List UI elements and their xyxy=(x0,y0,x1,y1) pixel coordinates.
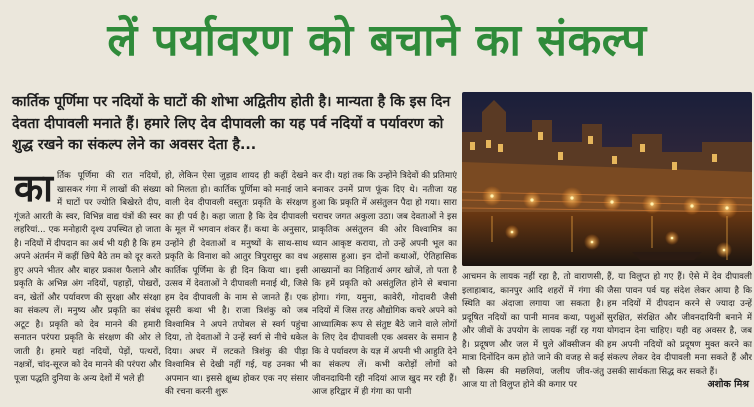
column-5-text: हैं, या विलुप्त हो गए हैं। ऐसे में देव दीपावली जैसा पावन पर्व यह संदेश लेकर आया है कि हम नदियों में दीपदान करने से ज्यादा उन्हें सुरक्षित, संरक्षित और जीवनदायिनी बनाने में योगदान देना चाहिए। यही वह अवसर है, जब हम अपनी नदियों को प्रदूषण मुक्त करने का संकल्प लेकर देव दीपावली मना सकते हैं और उसकी सार्थकता सिद्ध कर सकते हैं। xyxy=(607,272,752,377)
headline: लें पर्यावरण को बचाने का संकल्प xyxy=(107,15,647,66)
article-column-4 xyxy=(462,271,604,405)
column-4-text: आचमन के लायक नहीं रहा है, तो वाराणसी, इलाहाबाद, कानपुर आदि शहरों में गंगा की स्थिति का अंदाजा लगाया जा सकता है। प्रदूषित नदियों का पानी मानव कथा, पशुओं और जीवों के उपयोग के लायक नहीं रह गया है। प्रदूषण और जल में घुले ऑक्सीजन की मात्रा दिनोंदिन कम होते जाने की वजह से कई सौ किस्म की मछलियां, जलीय जीव-जंतु आज या तो विलुप्त होने की कगार पर xyxy=(462,272,604,390)
article-column-2 xyxy=(165,170,308,405)
author-byline: अशोक मिश्र xyxy=(707,379,749,390)
drop-cap: का xyxy=(14,170,54,210)
lead-blurb: कार्तिक पूर्णिमा पर नदियों के घाटों की शोभा अद्वितीय होती है। मान्यता है कि इस दिन देवता दीपावली मनाते हैं। हमारे लिए देव दीपावली का यह पर्व नदियों व पर्यावरण को शुद्ध रखने का संकल्प लेने का अवसर देता है... xyxy=(12,94,451,153)
column-3-text: कर दी। यहां तक कि उन्होंने त्रिदेवों की प्रतिमाएं बनाकर उनमें प्राण फूंक दिए थे। नतीजा यह हुआ कि प्रकृति में असंतुलन पैदा हो गया। सारा चराचर जगत अकुला उठा। जब देवताओं ने इस प्राकृतिक असंतुलन की ओर विश्वामित्र का ध्यान आकृष्ट कराया, तो उन्हें अपनी भूल का अहसास हुआ। इन दोनों कथाओं, ऐतिहासिक आख्यानों का निहितार्थ अगर खोजें, तो पता है कि हमें प्रकृति को असंतुलित होने से बचाना होगा। गंगा, यमुना, कावेरी, गोदावरी जैसी नदियों में जिस तरह औद्योगिक कचरे अपने को आध्यात्मिक रूप से संतुष्ट बैठे जाने वाले लोगों के लिए देव दीपावली एक अवसर के समान है कि वे पर्यावरण के यज्ञ में अपनी भी आहुति देने का संकल्प लें। कभी करोड़ों लोगों को जीवनदायिनी रही नदियां आज खुद मर रही हैं। आज हरिद्वार में ही गंगा का पानी xyxy=(312,171,457,397)
column-1-text: र्तिक पूर्णिमा की रात नदियों, खासकर गंगा में लाखों की संख्या में घाटों पर ज्योति बिखेरते दीप, गूंजते आरती के स्वर, विभिन्न वाद्य यंत्रों की स्वर लहरियां... एक मनोहारी दृश्य उपस्थित हो जाता है। नदियों में दीपदान का अर्थ भी यही है कि हम अपने अंतर्मन में कहीं छिपे बैठे तम को दूर करते हुए अपने भीतर और बाहर प्रकाश फैलाने और प्रकृति के अभिन्न अंग नदियों, पहाड़ों, पोखरों, वन, खेतों और पर्यावरण की सुरक्षा और संरक्षा का संकल्प लें। मनुष्य और प्रकृति का संबंध अटूट है। प्रकृति को देव मानने की हमारी सनातन परंपरा प्रकृति के संरक्षण की ओर ले जाती है। हमारे यहां नदियों, पेड़ों, पत्थरों, नक्षत्रों, चांद-सूरज को देव मानने की परंपरा और पूजा पद्धति दुनिया के अन्य देशों में भले ही xyxy=(14,171,161,384)
ghat-night-diyas-photo xyxy=(462,92,752,266)
column-2-text: हो, लेकिन ऐसा जुड़ाव शायद ही कहीं देखने को मिलता हो। कार्तिक पूर्णिमा को मनाई जाने वाली देव दीपावली वस्तुतः प्रकृति के संरक्षण का ही पर्व है। कहा जाता है कि देव दीपावली के मूल में भगवान शंकर हैं। कथा के अनुसार, उन्होंने ही देवताओं व मनुष्यों के साथ-साथ प्रकृति के विनाश को आतुर त्रिपुरासुर का वध कार्तिक पूर्णिमा के ही दिन किया था। इसी उत्सव में देवताओं ने दीपावली मनाई थी, जिसे हम देव दीपावली के नाम से जानते हैं। एक दूसरी कथा भी है। राजा त्रिशंकु को जब विश्वामित्र ने अपने तपोबल से स्वर्ग पहुंचा दिया, तो देवताओं ने उन्हें स्वर्ग से नीचे धकेल दिया। अधर में लटकते त्रिशंकु की पीड़ा विश्वामित्र से देखी नहीं गई, यह उनका भी अपमान था। इससे क्षुब्ध होकर एक नए संसार की रचना करनी शुरू xyxy=(165,171,308,397)
article-column-3 xyxy=(312,170,457,405)
article-column-1 xyxy=(14,170,161,405)
